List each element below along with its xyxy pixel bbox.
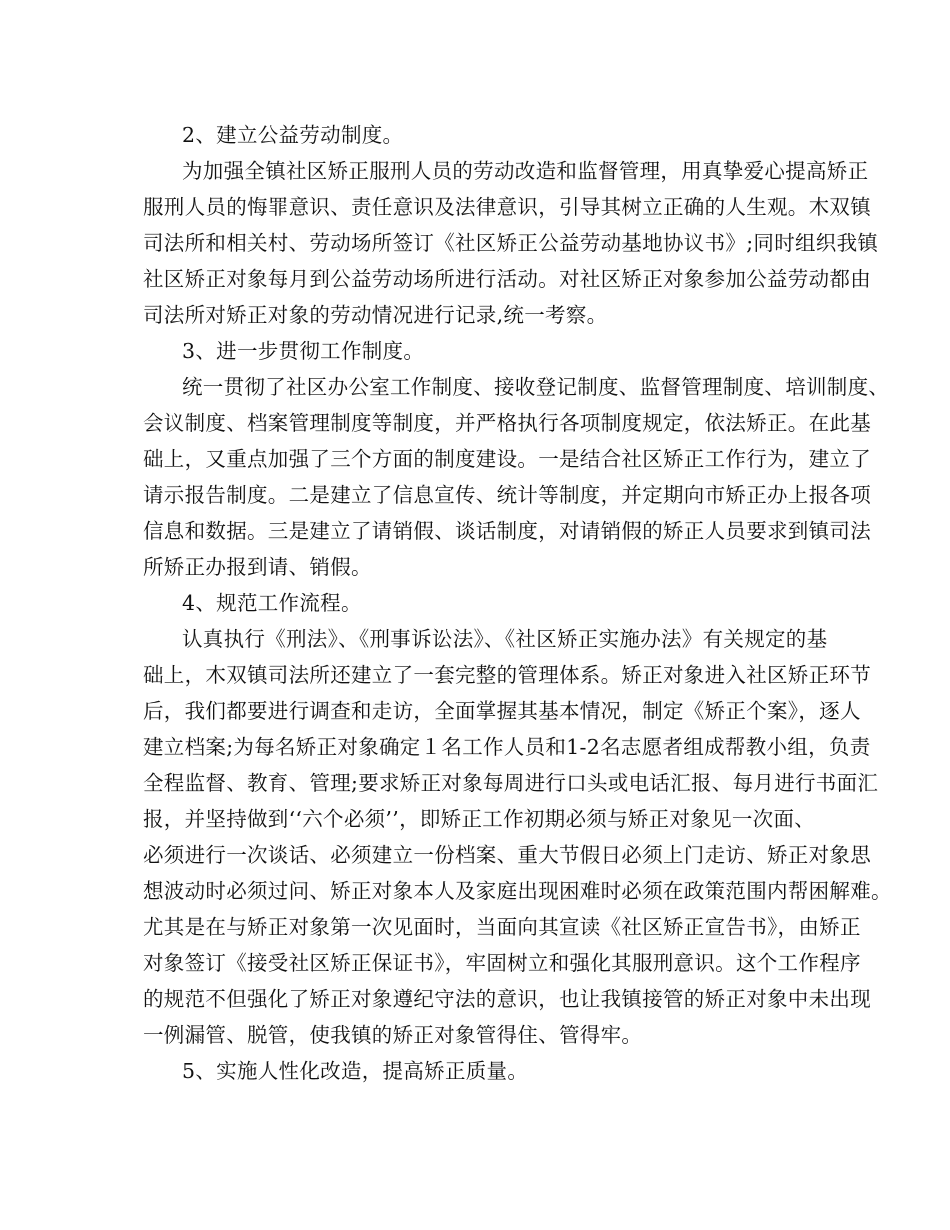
paragraph-line: 所矫正办报到请、销假。 bbox=[143, 555, 372, 579]
paragraph-line: 的规范不但强化了矫正对象遵纪守法的意识，也让我镇接管的矫正对象中未出现 bbox=[143, 987, 871, 1011]
paragraph-line: 请示报告制度。二是建立了信息宣传、统计等制度，并定期向市矫正办上报各项 bbox=[143, 483, 871, 507]
paragraph-line: 报，并坚持做到‘‘六个必须’’，即矫正工作初期必须与矫正对象见一次面、 bbox=[143, 807, 816, 831]
paragraph-line: 全程监督、教育、管理;要求矫正对象每周进行口头或电话汇报、每月进行书面汇 bbox=[143, 771, 879, 795]
paragraph-line: 服刑人员的悔罪意识、责任意识及法律意识，引导其树立正确的人生观。木双镇 bbox=[143, 195, 871, 219]
paragraph-line: 统一贯彻了社区办公室工作制度、接收登记制度、监督管理制度、培训制度、 bbox=[182, 375, 890, 399]
paragraph-line: 信息和数据。三是建立了请销假、谈话制度，对请销假的矫正人员要求到镇司法 bbox=[143, 519, 871, 543]
paragraph-line: 建立档案;为每名矫正对象确定１名工作人员和1-2名志愿者组成帮教小组，负责 bbox=[143, 735, 871, 759]
paragraph-line: 尤其是在与矫正对象第一次见面时，当面向其宣读《社区矫正宣告书》，由矫正 bbox=[143, 915, 861, 939]
heading-public-labor: 2、建立公益劳动制度。 bbox=[182, 123, 404, 147]
heading-workflow: 4、规范工作流程。 bbox=[182, 591, 362, 615]
paragraph-line: 认真执行《刑法》、《刑事诉讼法》、《社区矫正实施办法》有关规定的基 bbox=[182, 627, 828, 651]
paragraph-line: 为加强全镇社区矫正服刑人员的劳动改造和监督管理，用真挚爱心提高矫正 bbox=[182, 159, 869, 183]
paragraph-line: 础上，木双镇司法所还建立了一套完整的管理体系。矫正对象进入社区矫正环节 bbox=[143, 663, 871, 687]
paragraph-line: 必须进行一次谈话、必须建立一份档案、重大节假日必须上门走访、矫正对象思 bbox=[143, 843, 871, 867]
paragraph-line: 础上，又重点加强了三个方面的制度建设。一是结合社区矫正工作行为，建立了 bbox=[143, 447, 871, 471]
paragraph-line: 会议制度、档案管理制度等制度，并严格执行各项制度规定，依法矫正。在此基 bbox=[143, 411, 871, 435]
paragraph-line: 司法所和相关村、劳动场所签订《社区矫正公益劳动基地协议书》;同时组织我镇 bbox=[143, 231, 879, 255]
paragraph-line: 司法所对矫正对象的劳动情况进行记录,统一考察。 bbox=[143, 303, 608, 327]
heading-humanized-reform: 5、实施人性化改造，提高矫正质量。 bbox=[182, 1059, 529, 1083]
paragraph-line: 后，我们都要进行调查和走访，全面掌握其基本情况，制定《矫正个案》，逐人 bbox=[143, 699, 861, 723]
paragraph-line: 对象签订《接受社区矫正保证书》，牢固树立和强化其服刑意识。这个工作程序 bbox=[143, 951, 861, 975]
heading-work-system: 3、进一步贯彻工作制度。 bbox=[182, 339, 425, 363]
paragraph-line: 一例漏管、脱管，使我镇的矫正对象管得住、管得牢。 bbox=[143, 1023, 643, 1047]
paragraph-line: 社区矫正对象每月到公益劳动场所进行活动。对社区矫正对象参加公益劳动都由 bbox=[143, 267, 871, 291]
paragraph-line: 想波动时必须过问、矫正对象本人及家庭出现困难时必须在政策范围内帮困解难。 bbox=[143, 879, 892, 903]
